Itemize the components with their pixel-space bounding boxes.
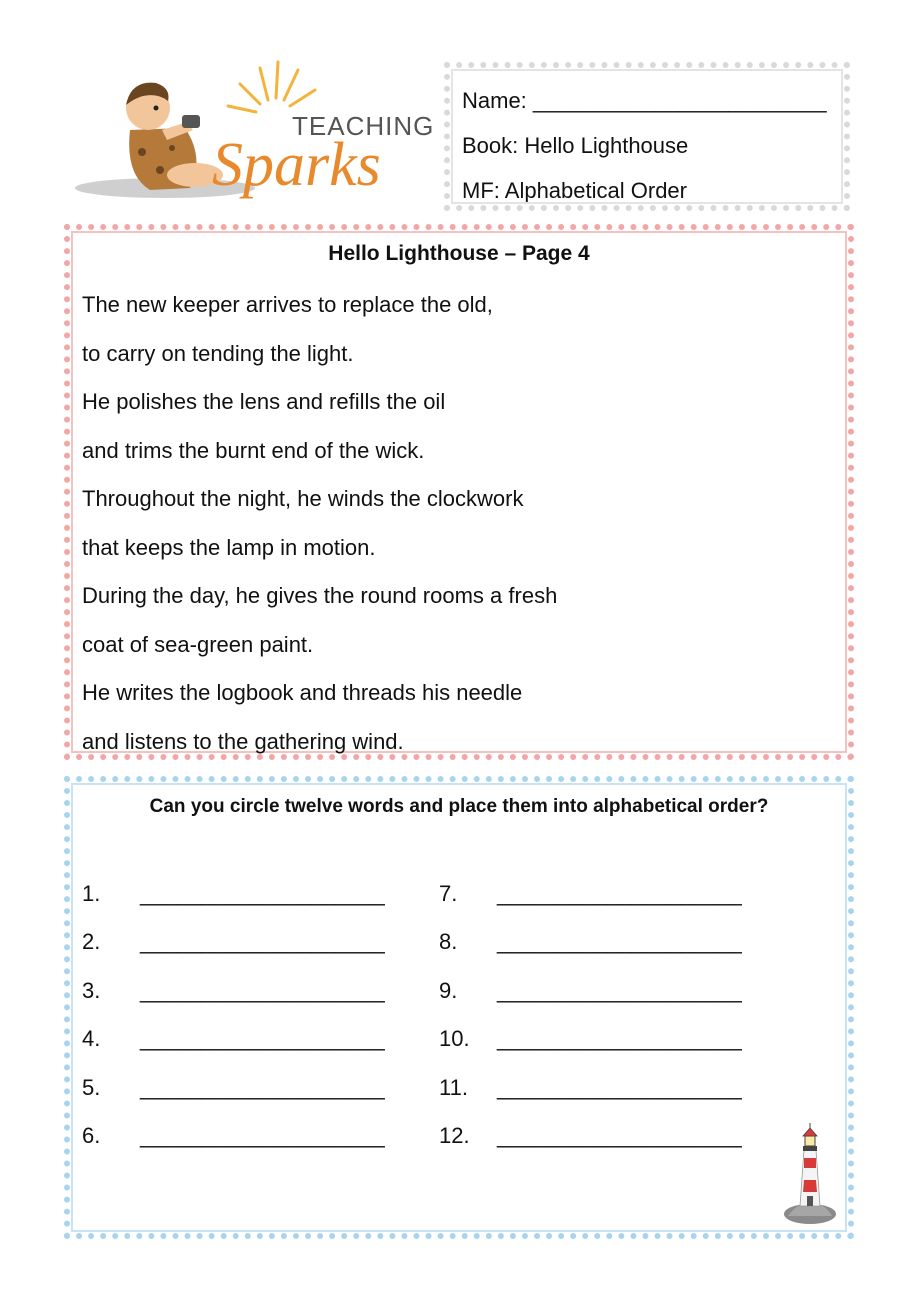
answer-blank[interactable]: ____________________ — [140, 1123, 385, 1148]
svg-text:Sparks: Sparks — [212, 131, 381, 199]
answer-item: 6. ____________________ — [82, 1123, 385, 1148]
answer-item: 1. ____________________ — [82, 881, 385, 906]
svg-text:TEACHING: TEACHING — [292, 111, 435, 141]
story-line: and trims the burnt end of the wick. — [82, 437, 425, 463]
answer-blank[interactable]: ____________________ — [497, 1123, 742, 1148]
answer-item: 8. ____________________ — [439, 929, 742, 954]
story-line: During the day, he gives the round rooms a fresh — [82, 583, 558, 608]
focus-label: MF: Alphabetical Order — [462, 178, 687, 203]
answer-blank[interactable]: ____________________ — [497, 881, 742, 906]
story-line: to carry on tending the light. — [82, 340, 354, 366]
lighthouse-icon — [782, 1122, 838, 1226]
story-line: The new keeper arrives to replace the old, — [82, 292, 493, 317]
answer-blank[interactable]: ____________________ — [140, 978, 385, 1003]
answer-item: 11. ____________________ — [439, 1075, 742, 1100]
story-title: Hello Lighthouse – Page 4 — [328, 242, 590, 265]
answer-item: 5. ____________________ — [82, 1075, 385, 1100]
answer-item: 10. ____________________ — [439, 1026, 742, 1051]
answer-blank[interactable]: ____________________ — [497, 1075, 742, 1100]
answer-blank[interactable]: ____________________ — [497, 978, 742, 1003]
story-line: Throughout the night, he winds the clockwork — [82, 486, 524, 511]
answer-item: 9. ____________________ — [439, 978, 742, 1003]
teaching-sparks-logo — [70, 60, 440, 205]
answer-item: 12. ____________________ — [439, 1123, 742, 1148]
answer-blank[interactable]: ____________________ — [497, 1026, 742, 1051]
answer-blank[interactable]: ____________________ — [140, 1075, 385, 1100]
story-line: He polishes the lens and refills the oil — [82, 389, 446, 414]
name-field[interactable]: Name: ________________________ — [462, 88, 827, 113]
story-line: coat of sea-green paint. — [82, 631, 314, 657]
story-line: that keeps the lamp in motion. — [82, 534, 376, 560]
task-box — [64, 776, 854, 1239]
answer-blank[interactable]: ____________________ — [140, 1026, 385, 1051]
logo-graphic — [70, 60, 440, 205]
answer-item: 2. ____________________ — [82, 929, 385, 954]
student-info-box — [444, 62, 850, 211]
book-label: Book: Hello Lighthouse — [462, 133, 689, 158]
answer-item: 3. ____________________ — [82, 978, 385, 1003]
answer-item: 4. ____________________ — [82, 1026, 385, 1051]
story-line: and listens to the gathering wind. — [82, 728, 404, 754]
task-question: Can you circle twelve words and place them into alphabetical order? — [149, 796, 769, 817]
answer-blank[interactable]: ____________________ — [140, 929, 385, 954]
answer-blank[interactable]: ____________________ — [140, 881, 385, 906]
story-text — [82, 287, 557, 772]
story-line: He writes the logbook and threads his needle — [82, 680, 523, 705]
story-box — [64, 224, 854, 760]
answer-item: 7. ____________________ — [439, 881, 742, 906]
answer-blank[interactable]: ____________________ — [497, 929, 742, 954]
